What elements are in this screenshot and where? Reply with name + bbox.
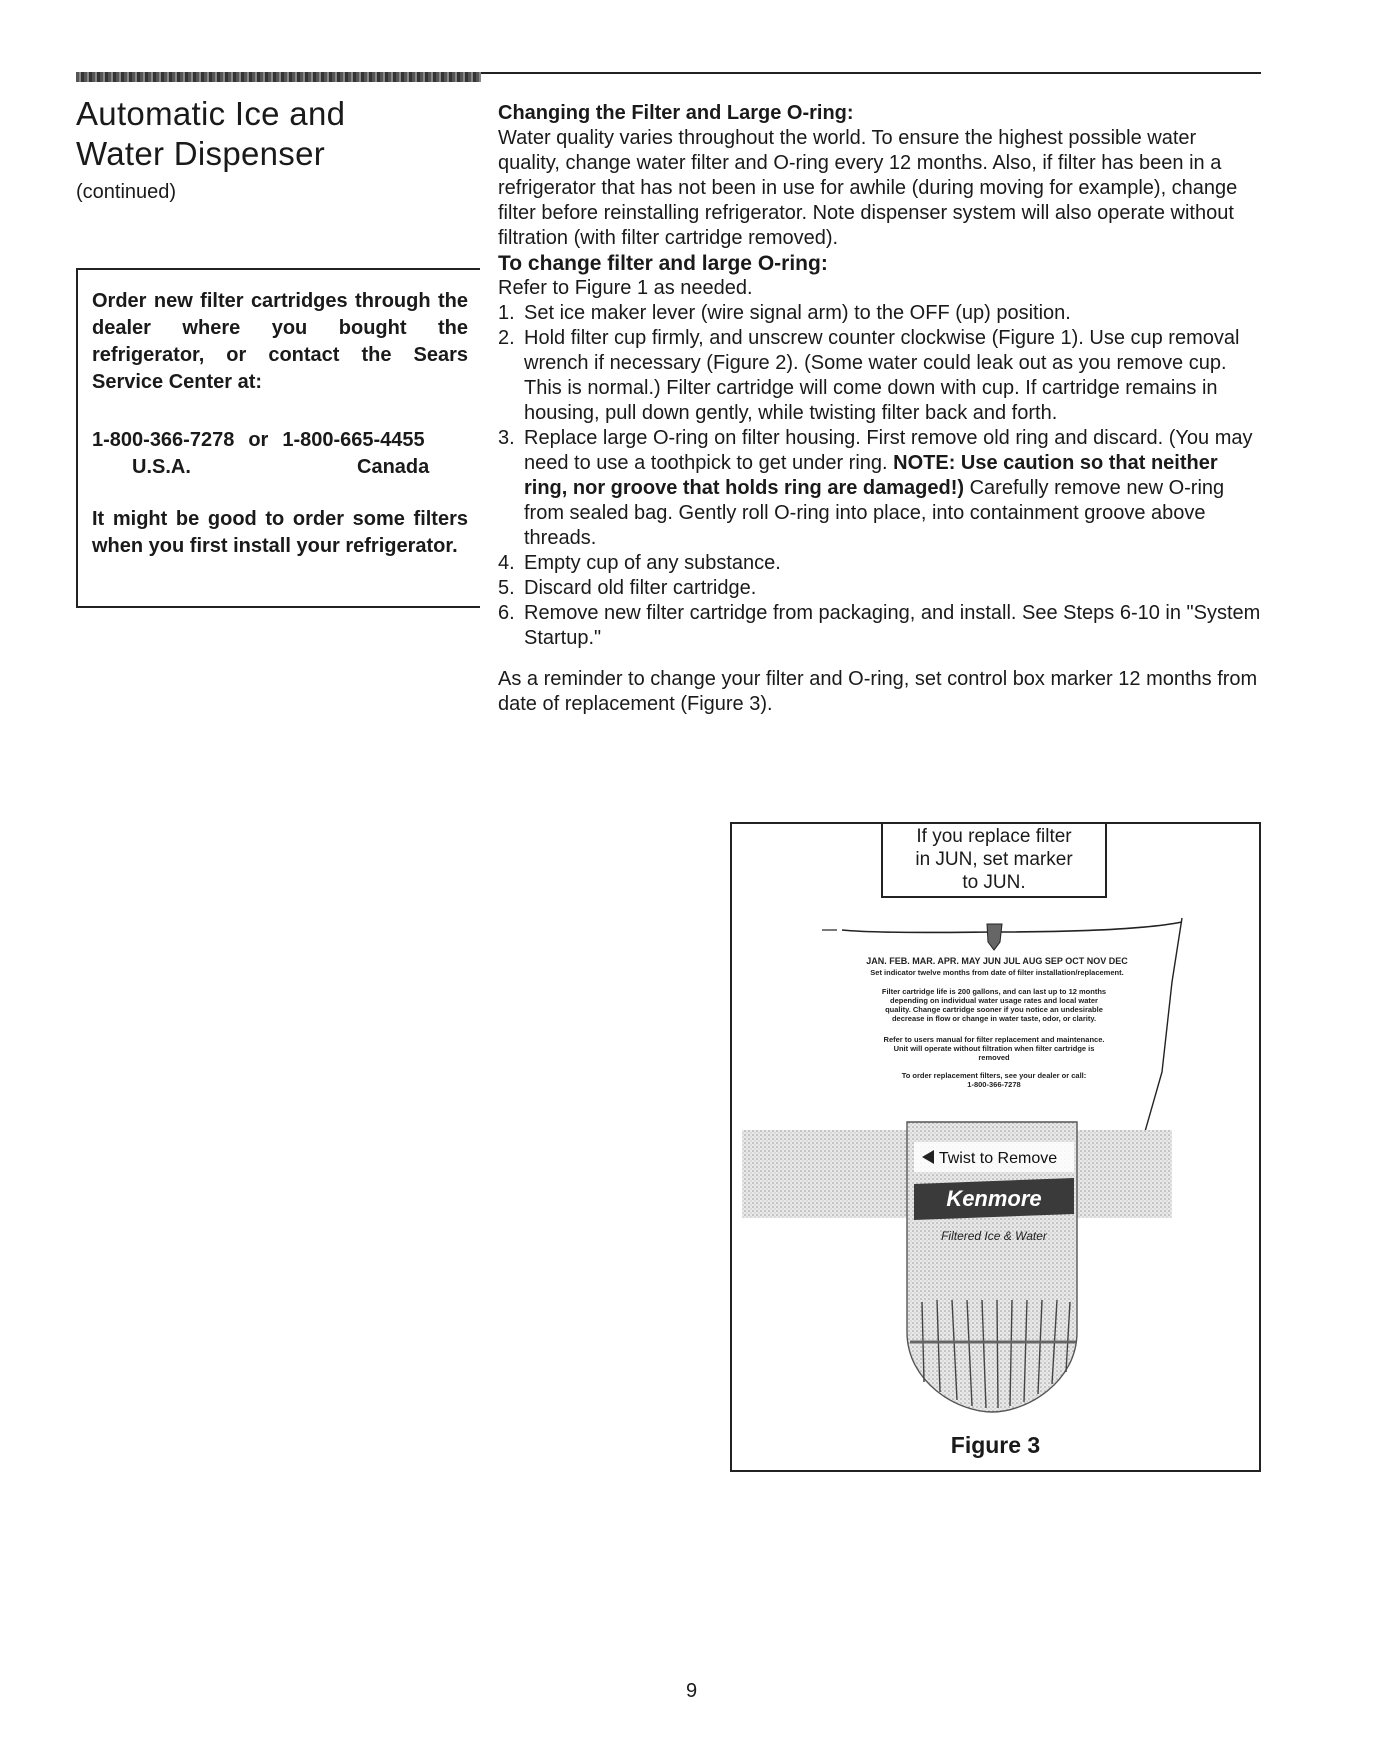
step-text-part-a: Replace large O-ring on filter housing. First remove old ring and discard. (You may need to use a toothpick to get under ring. xyxy=(524,427,1253,474)
month-marker-icon xyxy=(987,924,1002,950)
step-text-part-b: Carefully remove new O-ring from sealed bag. Gently roll O-ring into place, into containment groove above threads. xyxy=(524,477,1225,549)
step-text xyxy=(524,426,1263,551)
phone-or: or xyxy=(248,429,269,451)
step-text: Hold filter cup firmly, and unscrew counter clockwise (Figure 1). Use cup removal wrench if necessary (Figure 2). (Some water could leak out as you remove cup. This is normal.) Filter cartridge will come down with cup. If cartridge remains in housing, pull down gently, while twisting filter back and forth. xyxy=(524,327,1240,424)
label-line-7: Unit will operate without filtration when filter cartridge is xyxy=(893,1044,1095,1053)
step-number: 1. xyxy=(498,302,515,324)
order-tip: It might be good to order some filters when you first install your refrigerator. xyxy=(92,508,468,557)
twist-text: Twist to Remove xyxy=(938,1150,1058,1167)
label-line-1: Set indicator twelve months from date of filter installation/replacement. xyxy=(870,968,1124,977)
callout-line-1: If you replace filter xyxy=(916,826,1072,847)
callout-line-2: in JUN, set marker xyxy=(915,849,1073,870)
page-subtitle: (continued) xyxy=(76,181,177,203)
section-heading-procedure: To change filter and large O-ring: xyxy=(498,252,828,275)
step-text: Discard old filter cartridge. xyxy=(524,577,757,599)
step-text: Empty cup of any substance. xyxy=(524,552,781,574)
order-text: Order new filter cartridges through the dealer where you bought the refrigerator, or contact the Sears Service Center at: xyxy=(92,290,468,393)
label-line-3: depending on individual water usage rates and local water xyxy=(890,996,1098,1005)
title-line-1: Automatic Ice and xyxy=(76,95,346,132)
header-rule-thin xyxy=(481,72,1261,74)
page-number: 9 xyxy=(685,1680,698,1702)
step-number: 2. xyxy=(498,327,515,349)
steps-list xyxy=(498,301,1263,651)
label-line-9: To order replacement filters, see your dealer or call: xyxy=(901,1071,1087,1080)
step-item xyxy=(498,551,1263,576)
intro-paragraph: Water quality varies throughout the world. To ensure the highest possible water quality, change water filter and O-ring every 12 months. Also, if filter has been in a refrigerator that has not been in use for awhile (during moving for example), change filter before reinstalling refrigerator. Note dispenser system will also operate without filtration (with filter cartridge removed). xyxy=(498,127,1238,249)
section-heading-changing: Changing the Filter and Large O-ring: xyxy=(498,102,854,124)
order-filters-box xyxy=(76,268,480,608)
label-line-2: Filter cartridge life is 200 gallons, and can last up to 12 months xyxy=(881,987,1107,996)
phone-usa: 1-800-366-7278 xyxy=(92,429,235,451)
refer-text: Refer to Figure 1 as needed. xyxy=(498,277,753,299)
step-number: 5. xyxy=(498,577,515,599)
phone-canada: 1-800-665-4455 xyxy=(282,429,425,451)
caution-note: NOTE: Use caution so that neither ring, nor groove that holds ring are damaged!) xyxy=(524,452,1218,499)
page-title xyxy=(76,94,345,174)
label-line-6: Refer to users manual for filter replacement and maintenance. xyxy=(883,1035,1105,1044)
filter-illustration xyxy=(732,822,1259,1422)
step-item xyxy=(498,326,1263,426)
label-canada: Canada xyxy=(357,456,430,478)
step-item xyxy=(498,601,1263,651)
label-line-8: removed xyxy=(978,1053,1010,1062)
phone-numbers xyxy=(92,427,468,481)
figure-callout xyxy=(881,822,1107,898)
product-name: Filtered Ice & Water xyxy=(941,1229,1047,1243)
header-rule-dark xyxy=(76,72,481,82)
label-line-4: quality. Change cartridge sooner if you notice an undesirable xyxy=(885,1005,1103,1014)
step-text: Set ice maker lever (wire signal arm) to the OFF (up) position. xyxy=(524,302,1071,324)
control-box-right-edge xyxy=(1142,918,1182,1142)
label-line-10: 1-800-366-7278 xyxy=(967,1080,1021,1089)
step-number: 6. xyxy=(498,602,515,624)
reminder-text: As a reminder to change your filter and O-ring, set control box marker 12 months from date of replacement (Figure 3). xyxy=(498,668,1258,715)
step-item xyxy=(498,576,1263,601)
step-item xyxy=(498,426,1263,551)
brand-name: Kenmore xyxy=(946,1186,1042,1211)
figure-caption: Figure 3 xyxy=(950,1432,1041,1458)
title-line-2: Water Dispenser xyxy=(76,135,326,172)
control-box-top-edge xyxy=(842,922,1182,933)
step-number: 3. xyxy=(498,427,515,449)
callout-line-3: to JUN. xyxy=(962,872,1026,893)
step-number: 4. xyxy=(498,552,515,574)
label-line-5: decrease in flow or change in water taste, odor, or clarity. xyxy=(891,1014,1097,1023)
month-scale: JAN. FEB. MAR. APR. MAY JUN JUL AUG SEP OCT NOV DEC xyxy=(866,956,1128,966)
step-text: Remove new filter cartridge from packaging, and install. See Steps 6-10 in "System Startup." xyxy=(524,602,1261,649)
step-item xyxy=(498,301,1263,326)
main-content xyxy=(498,101,1263,717)
figure-3 xyxy=(730,822,1261,1472)
label-usa: U.S.A. xyxy=(132,456,191,478)
